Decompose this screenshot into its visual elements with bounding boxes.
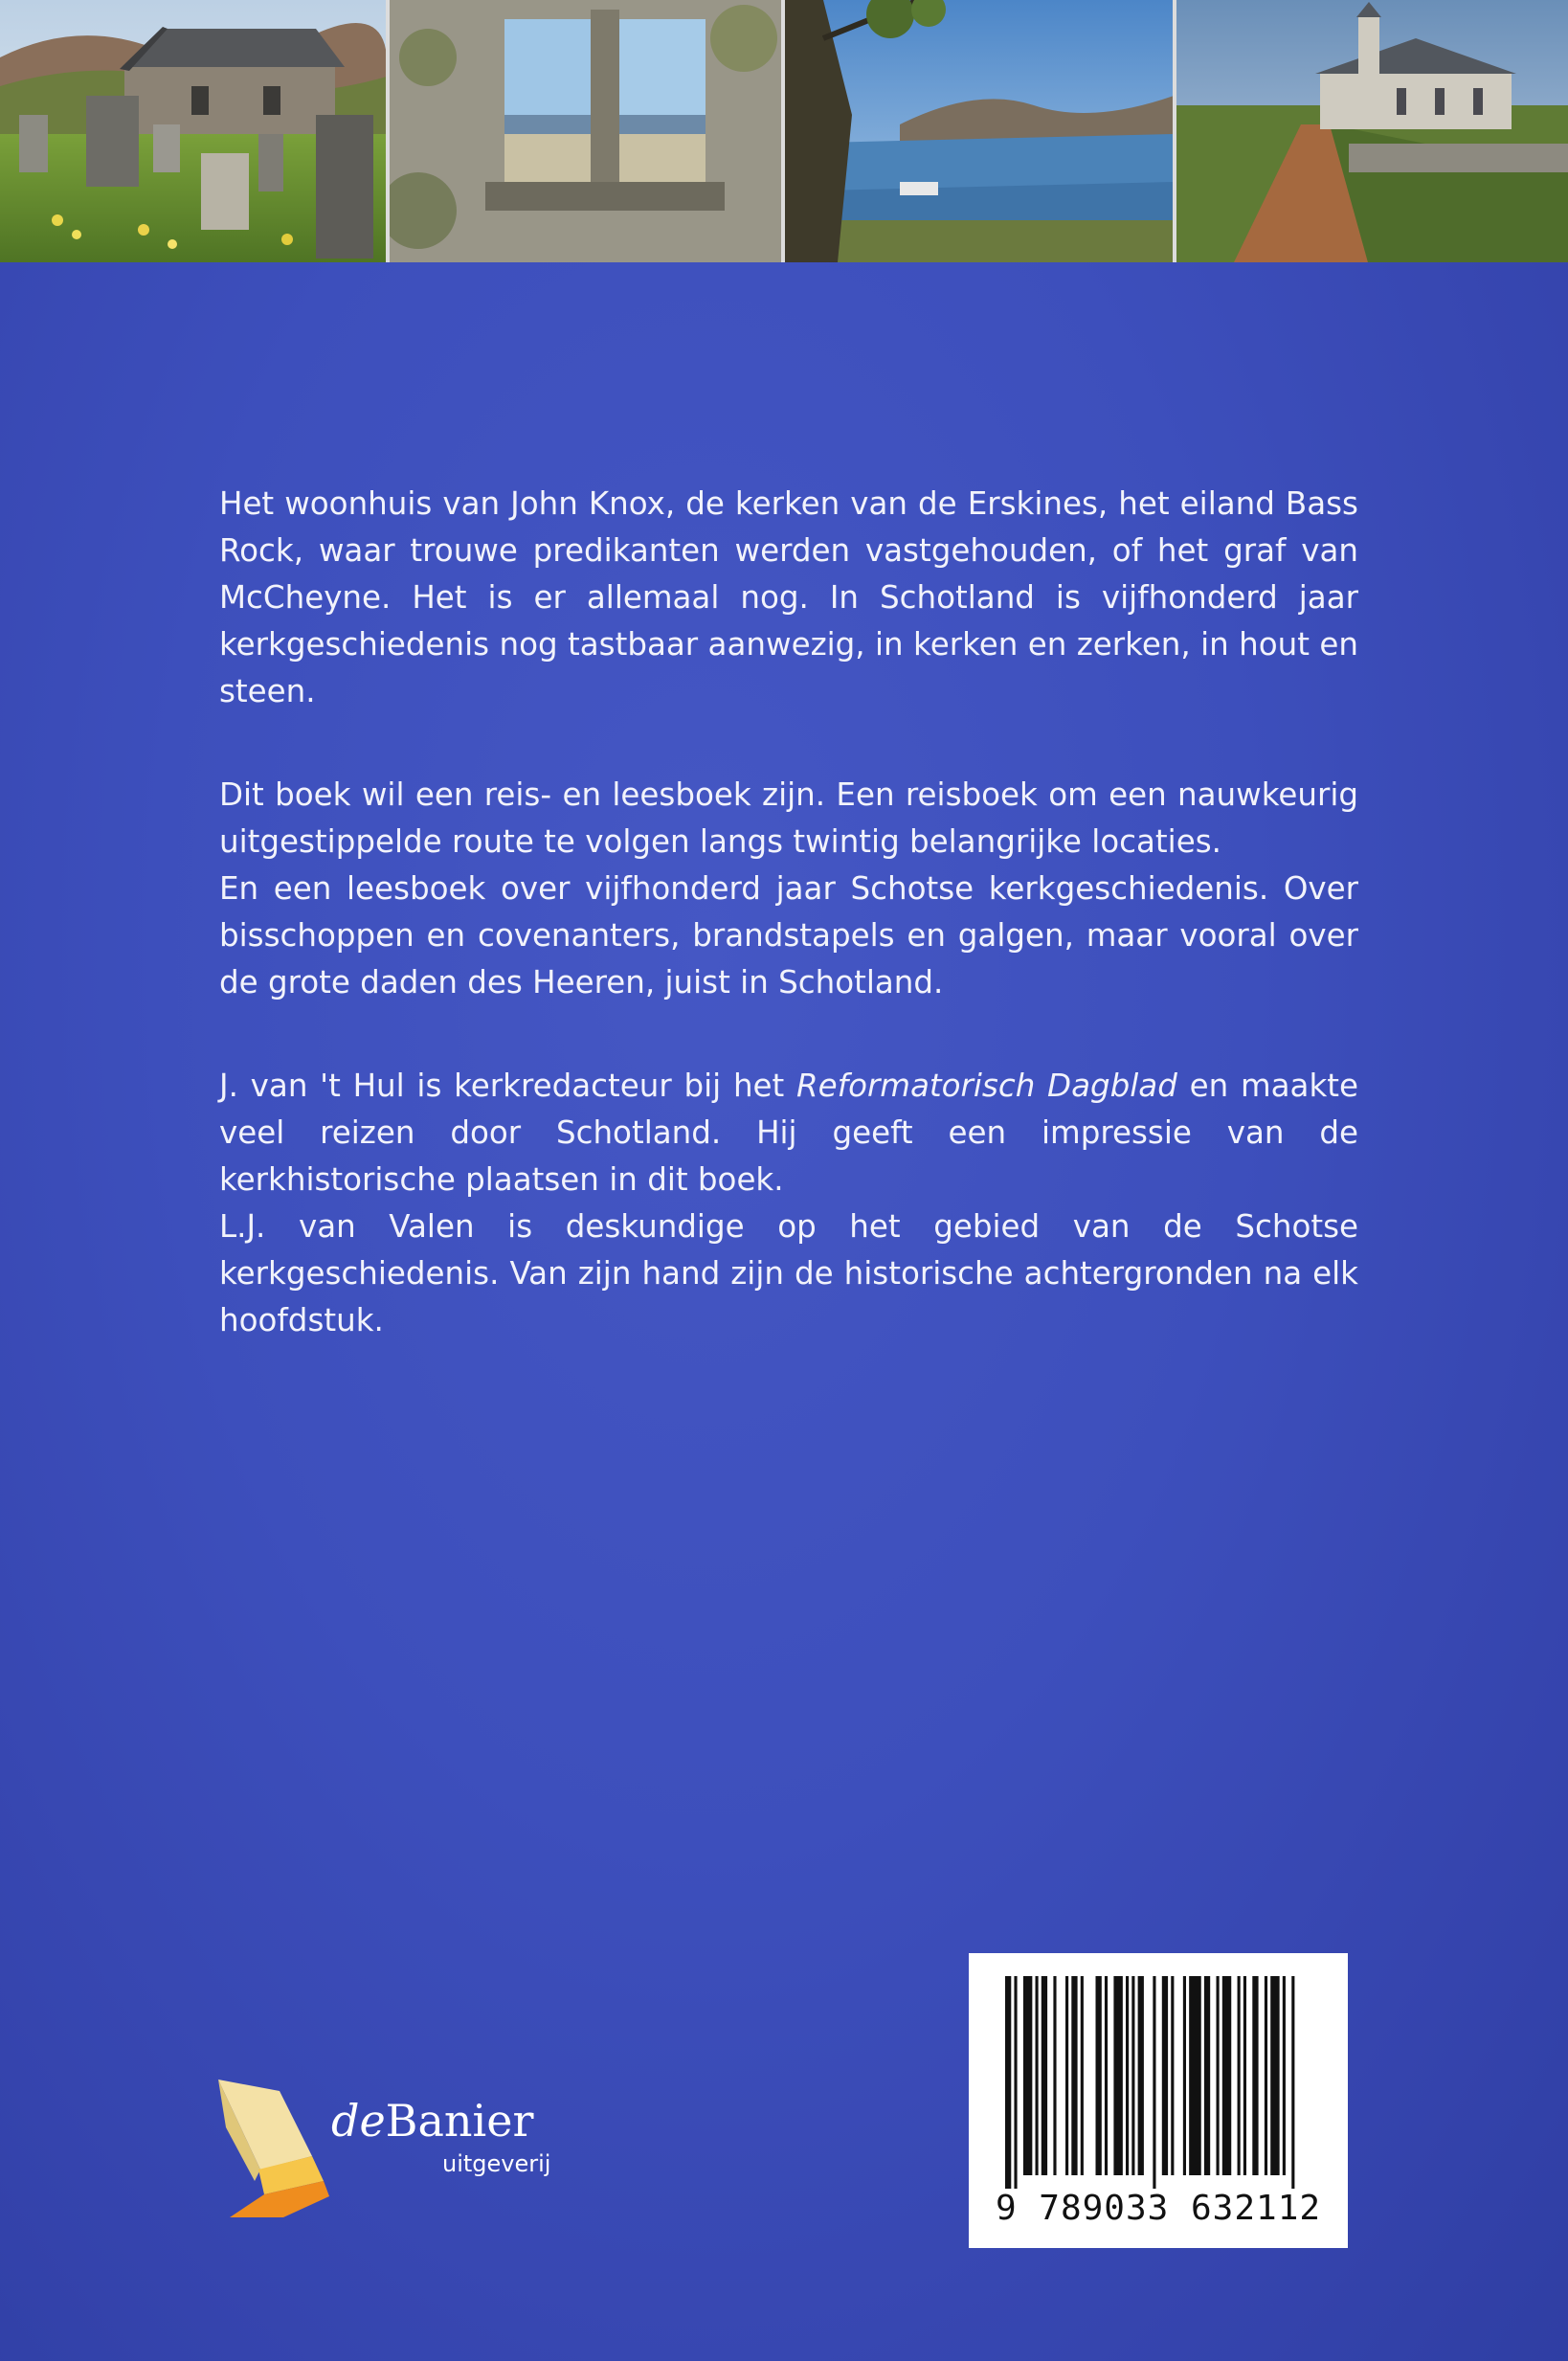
barcode-bar: [1204, 1976, 1210, 2175]
barcode-bar: [1053, 1976, 1056, 2175]
paragraph-3a-after: en maakte veel reizen door Schotland. Hij geeft een impressie van de kerkhistorische plaatsen in dit boek.: [219, 1068, 1358, 1198]
barcode-bar: [1081, 1976, 1084, 2175]
publisher-subtitle: uitgeverij: [442, 2150, 551, 2177]
paragraph-3a-text: [219, 1063, 1358, 1203]
ruin-window-illustration: [390, 0, 781, 262]
loch-illustration: [785, 0, 1173, 262]
barcode-bars: [969, 1953, 1348, 2189]
publisher-name: [331, 2095, 533, 2147]
churchyard-illustration: [0, 0, 386, 262]
barcode-bar: [1042, 1976, 1047, 2175]
publisher-name-prefix: de: [331, 2095, 386, 2147]
barcode-bar: [1131, 1976, 1134, 2175]
barcode-bar: [1238, 1976, 1241, 2175]
barcode-bar: [1023, 1976, 1032, 2175]
barcode-bar: [1005, 1976, 1011, 2189]
barcode-bar: [1113, 1976, 1122, 2175]
photo-strip: [0, 0, 1568, 262]
barcode-bar: [1105, 1976, 1108, 2175]
paragraph-3: [219, 1063, 1358, 1344]
barcode-bar: [1138, 1976, 1144, 2175]
church-road-illustration: [1176, 0, 1568, 262]
photo-loch: [785, 0, 1173, 262]
barcode-bar: [1265, 1976, 1267, 2175]
paragraph-1-text: Het woonhuis van John Knox, de kerken van de Erskines, het eiland Bass Rock, waar trouwe predikanten werden vastgehouden, of het graf van McCheyne. Het is er allemaal nog. In Schotland is vijfhonderd jaar kerkgeschiedenis nog tastbaar aanwezig, in kerken en zerken, in hout en steen.: [219, 485, 1358, 709]
newspaper-title: Reformatorisch Dagblad: [796, 1068, 1177, 1104]
photo-ruin-window: [390, 0, 781, 262]
paragraph-2b-text: En een leesboek over vijfhonderd jaar Schotse kerkgeschiedenis. Over bisschoppen en covenanters, brandstapels en galgen, maar vooral over de grote daden des Heeren, juist in Schotland.: [219, 870, 1358, 1001]
barcode-bar: [1222, 1976, 1231, 2175]
barcode-bar: [1270, 1976, 1279, 2175]
barcode-bar: [1162, 1976, 1168, 2175]
barcode-bar: [1065, 1976, 1068, 2175]
barcode-bar: [1096, 1976, 1102, 2175]
barcode-bar: [1153, 1976, 1155, 2189]
blurb-text: [219, 481, 1358, 1401]
barcode-bar: [1036, 1976, 1039, 2175]
isbn-barcode: [969, 1953, 1348, 2248]
barcode-bar: [1126, 1976, 1129, 2175]
isbn-digits: 9 789033 632112: [995, 2189, 1322, 2228]
paragraph-1: [219, 481, 1358, 715]
barcode-bar: [1183, 1976, 1186, 2175]
paragraph-3b-text: L.J. van Valen is deskundige op het gebied van de Schotse kerkgeschiedenis. Van zijn hand zijn de historische achtergronden na elk hoofdstuk.: [219, 1208, 1358, 1338]
barcode-bar: [1171, 1976, 1174, 2175]
barcode-bar: [1071, 1976, 1077, 2175]
paragraph-2: [219, 772, 1358, 1006]
publisher-name-main: Banier: [385, 2095, 534, 2147]
paragraph-3a-before: J. van 't Hul is kerkredacteur bij het: [219, 1068, 797, 1104]
barcode-bar: [1189, 1976, 1201, 2175]
barcode-bar: [1283, 1976, 1286, 2175]
photo-churchyard: [0, 0, 386, 262]
barcode-bar: [1252, 1976, 1258, 2175]
publisher-logo: [216, 2078, 618, 2250]
paragraph-2a-text: Dit boek wil een reis- en leesboek zijn. Een reisboek om een nauwkeurig uitgestippelde route te volgen langs twintig belangrijke locaties.: [219, 776, 1358, 860]
photo-church-road: [1176, 0, 1568, 262]
barcode-bar: [1243, 1976, 1246, 2175]
barcode-bar: [1217, 1976, 1220, 2175]
barcode-bar: [1291, 1976, 1294, 2189]
banner-flag-icon: [216, 2078, 331, 2221]
barcode-bar: [1014, 1976, 1017, 2189]
